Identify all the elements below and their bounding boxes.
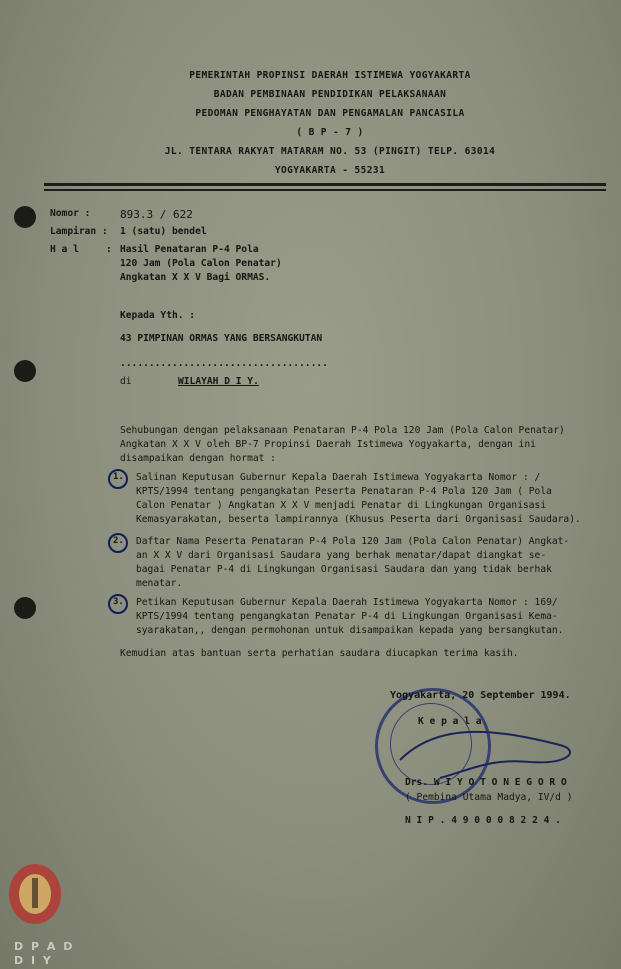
item-2-number: 2.: [113, 536, 124, 546]
item-2-line-1: Daftar Nama Peserta Penataran P-4 Pola 120 Jam (Pola Calon Penatar) Angkat-: [136, 536, 570, 547]
item-1-line-2: KPTS/1994 tentang pengangkatan Peserta Penataran P-4 Pola 120 Jam ( Pola: [136, 486, 552, 497]
intro-line-1: Sehubungan dengan pelaksanaan Penataran P-4 Pola 120 Jam (Pola Calon Penatar): [120, 425, 565, 436]
item-3-number: 3.: [113, 597, 124, 607]
item-3-line-2: KPTS/1994 tentang pengangkatan Penatar P-4 di Lingkungan Organisasi Kema-: [136, 611, 558, 622]
recipient-name: 43 PIMPINAN ORMAS YANG BERSANGKUTAN: [120, 333, 323, 344]
signatory-rank: ( Pembina Utama Madya, IV/d ): [405, 792, 573, 803]
recipient-di: di: [120, 376, 132, 387]
punch-hole: [14, 206, 36, 228]
intro-line-3: disampaikan dengan hormat :: [120, 453, 276, 464]
punch-hole: [14, 597, 36, 619]
letterhead-line-6: YOGYAKARTA - 55231: [274, 165, 386, 176]
lampiran-label: Lampiran :: [50, 226, 108, 237]
lampiran-value: 1 (satu) bendel: [120, 226, 207, 237]
item-2-line-4: menatar.: [136, 578, 183, 589]
item-1-number: 1.: [113, 472, 124, 482]
item-2-line-3: bagai Penatar P-4 di Lingkungan Organisasi Saudara dan yang tidak berhak: [136, 564, 552, 575]
item-1-line-3: Calon Penatar ) Angkatan X X V menjadi Penatar di Lingkungan Organisasi: [136, 500, 547, 511]
item-3-line-3: syarakatan,, dengan permohonan untuk disampaikan kepada yang bersangkutan.: [136, 625, 564, 636]
letterhead-rule-thin: [44, 189, 606, 191]
letterhead-line-5: JL. TENTARA RAKYAT MATARAM NO. 53 (PINGIT) TELP. 63014: [164, 146, 496, 157]
nomor-label: Nomor :: [50, 208, 91, 219]
signatory-nip: N I P . 4 9 0 0 0 8 2 2 4 .: [405, 815, 561, 826]
letterhead-line-4: ( B P - 7 ): [296, 127, 364, 138]
recipient-dots: ....................................: [120, 358, 328, 369]
item-3-line-1: Petikan Keputusan Gubernur Kepala Daerah Istimewa Yogyakarta Nomor : 169/: [136, 597, 558, 608]
letterhead-line-3: PEDOMAN PENGHAYATAN DAN PENGAMALAN PANCASILA: [195, 108, 465, 119]
hal-label: H a l: [50, 244, 79, 255]
dpad-logo: [4, 860, 66, 932]
signatory-name: Drs. W I Y O T O N E G O R O: [405, 777, 567, 788]
punch-hole: [14, 360, 36, 382]
hal-line-1: Hasil Penataran P-4 Pola: [120, 244, 259, 255]
watermark-line-1: D P A D: [14, 940, 75, 953]
letterhead-line-2: BADAN PEMBINAAN PENDIDIKAN PELAKSANAAN: [213, 89, 447, 100]
item-2-line-2: an X X V dari Organisasi Saudara yang berhak menatar/dapat diangkat se-: [136, 550, 547, 561]
nomor-value: 893.3 / 622: [120, 208, 193, 221]
letterhead-line-1: PEMERINTAH PROPINSI DAERAH ISTIMEWA YOGYAKARTA: [189, 70, 471, 81]
signature-date: Yogyakarta, 20 September 1994.: [390, 690, 571, 701]
item-1-line-1: Salinan Keputusan Gubernur Kepala Daerah Istimewa Yogyakarta Nomor : /: [136, 472, 541, 483]
watermark-line-2: D I Y: [14, 954, 53, 967]
letterhead-rule: [44, 183, 606, 186]
closing-text: Kemudian atas bantuan serta perhatian saudara diucapkan terima kasih.: [120, 648, 519, 659]
intro-line-2: Angkatan X X V oleh BP-7 Propinsi Daerah Istimewa Yogyakarta, dengan ini: [120, 439, 536, 450]
signature-title: K e p a l a: [418, 716, 482, 727]
hal-line-3: Angkatan X X V Bagi ORMAS.: [120, 272, 271, 283]
hal-line-2: 120 Jam (Pola Calon Penatar): [120, 258, 282, 269]
recipient-greeting: Kepada Yth. :: [120, 310, 196, 321]
item-1-line-4: Kemasyarakatan, beserta lampirannya (Khusus Peserta dari Organisasi Saudara).: [136, 514, 581, 525]
hal-colon: :: [106, 244, 112, 255]
recipient-place: WILAYAH D I Y.: [178, 376, 259, 387]
